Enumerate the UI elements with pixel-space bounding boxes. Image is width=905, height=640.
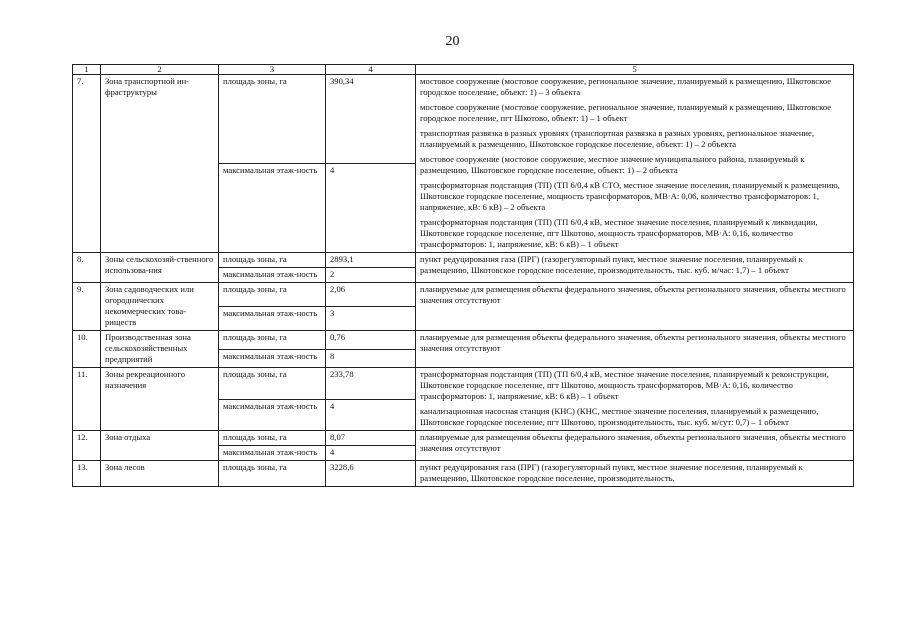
- floors-value: 2: [326, 268, 416, 283]
- row-number: 9.: [73, 283, 101, 331]
- zone-name: Зоны рекреационного назначения: [101, 368, 219, 431]
- row-number: 7.: [73, 75, 101, 253]
- table-row: [73, 431, 854, 446]
- zone-name: Зона садоводческих или огороднических некоммерческих това-риществ: [101, 283, 219, 331]
- objects-cell: [416, 75, 854, 253]
- table-row: [73, 253, 854, 268]
- floors-label: максимальная этаж-ность: [219, 399, 326, 431]
- column-header: 3: [219, 65, 326, 75]
- row-number: 10.: [73, 331, 101, 368]
- area-value: 233,78: [326, 368, 416, 400]
- zone-name: Производственная зона сельскохозяйственных предприятий: [101, 331, 219, 368]
- row-number: 8.: [73, 253, 101, 283]
- objects-cell: [416, 331, 854, 368]
- objects-cell: [416, 253, 854, 283]
- area-value: 0,76: [326, 331, 416, 350]
- zones-table: [72, 64, 854, 487]
- object-description: трансформаторная подстанция (ТП) (ТП 6/0,4 кВ, местное значение поселения, планируемый к реконструкции, Шкотовское городское поселение, пгт Шкотово, мощность трансформаторов, МВ·А: 0,16, количество трансформаторов: 1, напряжение, кВ: 6 кВ) – 1 объект: [420, 369, 829, 401]
- object-description: мостовое сооружение (мостовое сооружение, региональное значение, планируемый к размещению, Шкотовское городское поселение, пгт Шкотово, объект: 1) – 1 объект: [420, 102, 832, 123]
- floors-value: 4: [326, 446, 416, 461]
- object-description: трансформаторная подстанция (ТП) (ТП 6/0,4 кВ СТО, местное значение поселения, планируемый к размещению, Шкотовское городское поселение, мощность трансформаторов, МВ·А: 0,06, количество трансформаторов: 1, напряжение, кВ: 6 кВ) – 2 объекта: [420, 180, 840, 212]
- area-value: 3228,6: [326, 461, 416, 487]
- table-row: [73, 461, 854, 487]
- row-number: 12.: [73, 431, 101, 461]
- objects-cell: [416, 431, 854, 461]
- column-header: 1: [73, 65, 101, 75]
- objects-cell: [416, 283, 854, 331]
- object-description: мостовое сооружение (мостовое сооружение, местное значение муниципального района, планируемый к размещению, Шкотовское городское поселение, объект: 1) – 2 объекта: [420, 154, 805, 175]
- table-row: [73, 75, 854, 164]
- area-value: 2893,1: [326, 253, 416, 268]
- object-description: планируемые для размещения объекты федерального значения, объекты регионального значения, объекты местного значения отсутствуют: [420, 432, 846, 453]
- floors-value: 8: [326, 349, 416, 368]
- table-row: [73, 331, 854, 350]
- object-description: пункт редуцирования газа (ПРГ) (газорегуляторный пункт, местное значение поселения, планируемый к размещению, Шкотовское городское поселение, производительность,: [420, 462, 803, 483]
- row-number: 13.: [73, 461, 101, 487]
- header-row: [73, 65, 854, 75]
- column-header: 4: [326, 65, 416, 75]
- area-label: площадь зоны, га: [219, 253, 326, 268]
- zone-name: Зона лесов: [101, 461, 219, 487]
- zone-name: Зоны сельскохозяй-ственного использова-ния: [101, 253, 219, 283]
- object-description: канализационная насосная станция (КНС) (КНС, местное значение поселения, планируемый к размещению, Шкотовское городское поселение, пгт Шкотово, производительность, тыс. куб. м/сут: 0,7) – 1 объект: [420, 406, 819, 427]
- floors-label: максимальная этаж-ность: [219, 349, 326, 368]
- object-description: мостовое сооружение (мостовое сооружение, региональное значение, планируемый к размещению, Шкотовское городское поселение, объект: 1) – 3 объекта: [420, 76, 832, 97]
- column-header: 5: [416, 65, 854, 75]
- object-description: трансформаторная подстанция (ТП) (ТП 6/0,4 кВ, местное значение поселения, планируемый к ликвидации, Шкотовское городское поселение, пгт Шкотово, мощность трансформаторов, МВ·А: 0,16, количество трансформаторов: 1, напряжение, кВ: 6 кВ) – 1 объект: [420, 217, 818, 249]
- object-description: транспортная развязка в разных уровнях (транспортная развязка в разных уровнях, региональное значение, планируемый к размещению, Шкотовское городское поселение, объект: 1) – 2 объекта: [420, 128, 814, 149]
- area-label: площадь зоны, га: [219, 75, 326, 164]
- area-label: площадь зоны, га: [219, 283, 326, 307]
- page-number: 20: [445, 34, 460, 49]
- floors-value: 4: [326, 399, 416, 431]
- zone-name: Зона отдыха: [101, 431, 219, 461]
- area-label: площадь зоны, га: [219, 331, 326, 350]
- objects-cell: [416, 368, 854, 431]
- object-description: планируемые для размещения объекты федерального значения, объекты регионального значения, объекты местного значения отсутствуют: [420, 332, 846, 353]
- zone-name: Зона транспортной ин-фраструктуры: [101, 75, 219, 253]
- column-header: 2: [101, 65, 219, 75]
- floors-label: максимальная этаж-ность: [219, 446, 326, 461]
- area-value: 8,07: [326, 431, 416, 446]
- floors-label: максимальная этаж-ность: [219, 307, 326, 331]
- object-description: пункт редуцирования газа (ПРГ) (газорегуляторный пункт, местное значение поселения, планируемый к размещению, Шкотовское городское поселение, производительность, тыс. куб. м/час: 1,7) – 1 объект: [420, 254, 803, 275]
- table-body: [73, 75, 854, 487]
- floors-label: максимальная этаж-ность: [219, 268, 326, 283]
- area-value: 2,06: [326, 283, 416, 307]
- object-description: планируемые для размещения объекты федерального значения, объекты регионального значения, объекты местного значения отсутствуют: [420, 284, 846, 305]
- floors-label: максимальная этаж-ность: [219, 164, 326, 253]
- floors-value: 3: [326, 307, 416, 331]
- objects-cell: [416, 461, 854, 487]
- row-number: 11.: [73, 368, 101, 431]
- area-label: площадь зоны, га: [219, 368, 326, 400]
- floors-value: 4: [326, 164, 416, 253]
- area-value: 390,34: [326, 75, 416, 164]
- table-row: [73, 368, 854, 400]
- table-row: [73, 283, 854, 307]
- area-label: площадь зоны, га: [219, 461, 326, 487]
- area-label: площадь зоны, га: [219, 431, 326, 446]
